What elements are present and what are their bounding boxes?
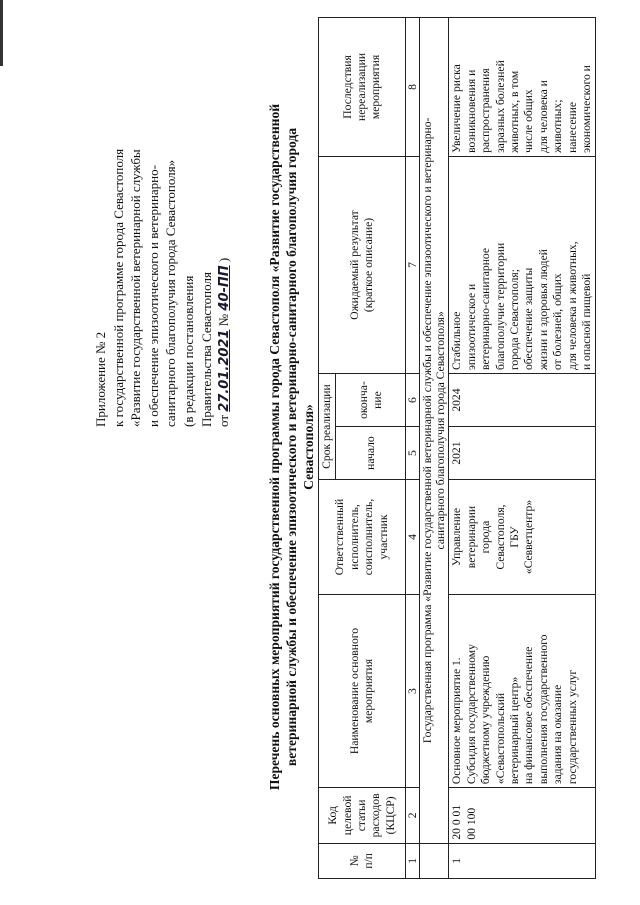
row-start-year: 2021	[449, 427, 596, 480]
title-line: Перечень основных мероприятий государственной программы города Севастополя «Развитие государственной	[267, 103, 282, 791]
appendix-line: «Развитие государственной ветеринарной службы	[128, 149, 144, 427]
row-code: 20 0 01 00 100	[449, 788, 596, 844]
handwritten-date: 27.01.2021	[217, 329, 233, 412]
column-number: 2	[406, 788, 420, 844]
column-number: 7	[406, 156, 420, 373]
column-number: 6	[406, 374, 420, 427]
document-title	[266, 17, 317, 877]
appendix-date-line	[215, 47, 234, 427]
appendix-line: и обеспечение эпизоотического и ветеринарно-	[145, 165, 161, 427]
table-row	[449, 18, 596, 879]
header-name: Наименование основного мероприятия	[319, 594, 406, 787]
title-line: Севастополя»	[301, 404, 316, 490]
header-code: Код целевой статьи расходов (КЦСР)	[319, 788, 406, 844]
program-title: Государственная программа «Развитие государственной ветеринарной службы и обеспечение эпизоотического и ветеринарно- санитарного благополучия города Севастополя»	[420, 18, 449, 844]
appendix-line: (в редакции постановления	[180, 275, 196, 427]
appendix-line: санитарного благополучия города Севастополя»	[163, 159, 179, 427]
title-line: ветеринарной службы и обеспечение эпизоотического и ветеринарно-санитарного благополучия города	[284, 127, 299, 767]
program-row	[420, 18, 449, 879]
header-num: № п/п	[319, 843, 406, 878]
header-consequence: Последствия нереализации мероприятия	[319, 18, 406, 157]
row-number: 1	[449, 843, 596, 878]
row-end-year: 2024	[449, 374, 596, 427]
header-term: Срок реализации	[319, 374, 336, 480]
appendix-line: Правительства Севастополя	[198, 272, 214, 427]
column-number: 5	[406, 427, 420, 480]
header-result: Ожидаемый результат (краткое описание)	[319, 156, 406, 373]
appendix-block	[92, 47, 234, 427]
date-prefix: от	[216, 414, 232, 427]
row-responsible: Управление ветеринарии города Севастополя, ГБУ «Севветцентр»	[449, 480, 596, 595]
appendix-line: к государственной программе города Севастополя	[110, 148, 126, 427]
column-number: 1	[406, 843, 420, 878]
column-number: 3	[406, 594, 420, 787]
appendix-line: Приложение № 2	[93, 331, 108, 427]
row-activity-name: Основное мероприятие 1. Субсидия государственному бюджетному учреждению «Севастопольский ветеринарный центр» на финансовое обеспечение выполнения государственного задания на оказание государственных услуг	[449, 594, 596, 787]
column-numbers-row	[406, 18, 420, 879]
column-number: 4	[406, 480, 420, 595]
header-responsible: Ответственный исполнитель, соисполнитель, участник	[319, 480, 406, 595]
row-expected-result: Стабильное эпизоотическое и ветеринарно-санитарное благополучие территории города Севастополя; обеспечение защиты жизни и здоровья людей от болезней, общих для человека и животных, и опасной пищевой	[449, 156, 596, 373]
column-number: 8	[406, 18, 420, 157]
number-prefix: №	[216, 313, 232, 327]
handwritten-number: 40-ПП	[217, 265, 233, 311]
close-paren: )	[216, 257, 232, 263]
header-start: начало	[336, 427, 406, 480]
header-row	[319, 18, 336, 879]
header-end: оконча- ние	[336, 374, 406, 427]
row-consequence: Увеличение риска возникновения и распространения заразных болезней животных, в том числе общих для человека и животных; нанесение экономического и	[449, 18, 596, 157]
activities-table	[318, 17, 596, 879]
